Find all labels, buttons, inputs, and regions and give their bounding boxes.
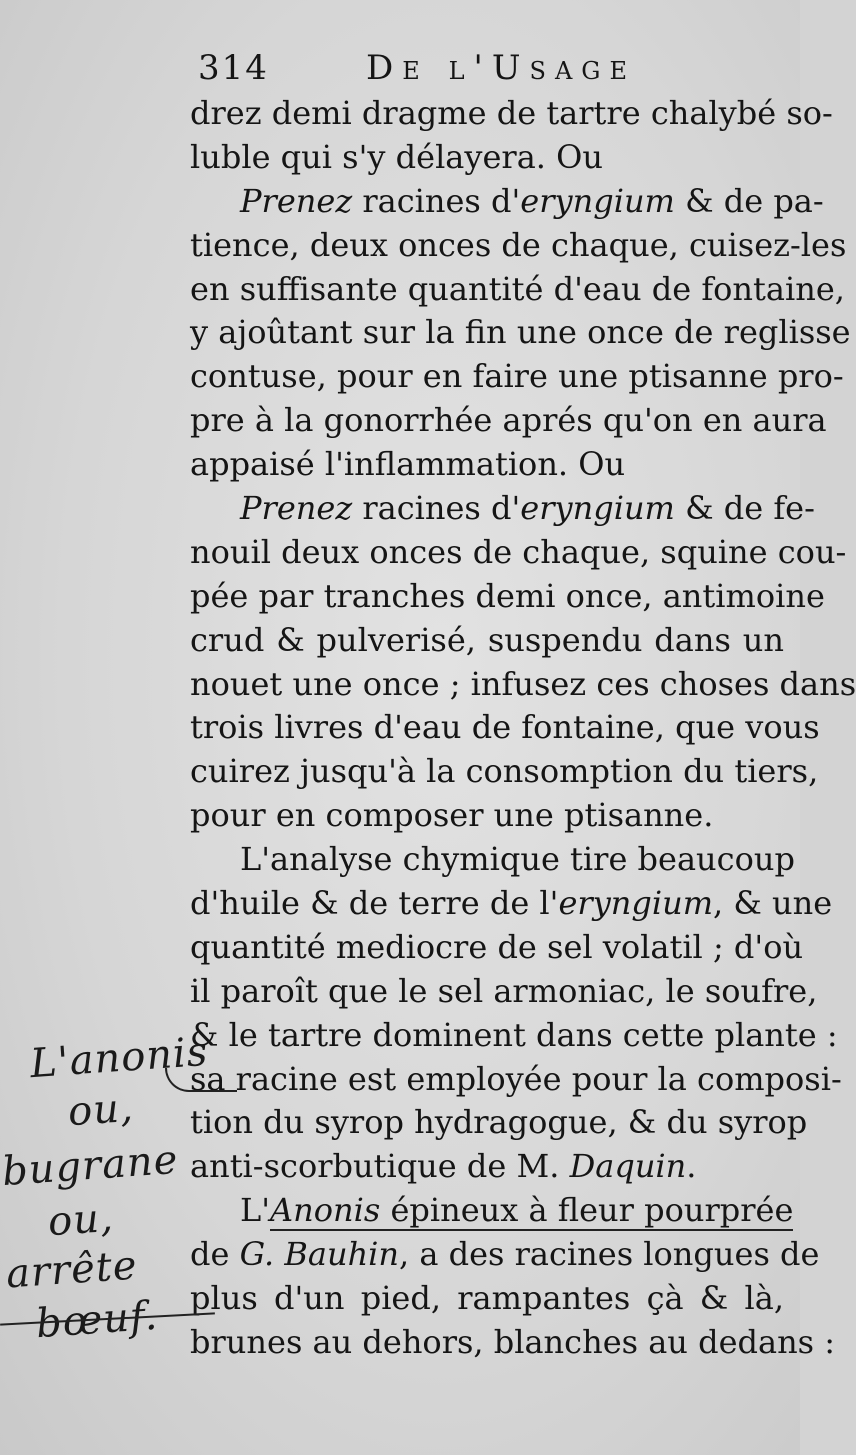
running-head: De l'Usage [366, 48, 636, 88]
text-segment: Anonis [270, 1191, 381, 1230]
text-segment: eryngium [558, 884, 714, 923]
text-segment: Daquin [569, 1147, 687, 1186]
text-line: contuse, pour en faire une ptisanne pro- [190, 357, 844, 396]
text-line: appaisé l'inflammation. Ou [190, 445, 626, 484]
text-segment: d'huile & de terre de l' [190, 884, 559, 923]
text-segment: Prenez [240, 489, 353, 528]
margin-note-line: L'anonis [28, 1028, 210, 1088]
text-segment: , a des racines longues de [399, 1235, 820, 1274]
text-segment: de [190, 1235, 240, 1274]
text-segment: . [686, 1147, 697, 1186]
text-line: cuirez jusqu'à la consomption du tiers, [190, 752, 819, 791]
text-line [190, 487, 815, 531]
text-segment: racines d' [352, 489, 521, 528]
text-segment: & de fe- [674, 489, 815, 528]
text-segment: & de pa- [674, 181, 824, 220]
text-line [190, 882, 833, 926]
text-segment: eryngium [520, 489, 675, 528]
text-line: tience, deux onces de chaque, cuisez-les [190, 225, 847, 264]
text-line: y ajoûtant sur la fin une once de reglisse [190, 313, 851, 352]
text-line: trois livres d'eau de fontaine, que vous [190, 708, 820, 747]
text-segment: épineux à fleur pourprée [380, 1191, 794, 1230]
text-line: plus d'un pied, rampantes çà & là, [190, 1279, 784, 1318]
text-line: en suffisante quantité d'eau de fontaine, [190, 269, 845, 308]
text-segment: Prenez [240, 181, 353, 220]
margin-note-line: bœuf. [34, 1292, 160, 1348]
text-line: & le tartre dominent dans cette plante : [190, 1015, 838, 1054]
text-segment: racines d' [352, 181, 521, 220]
text-line: nouil deux onces de chaque, squine cou- [190, 532, 847, 571]
text-segment: G. Bauhin [239, 1235, 400, 1274]
margin-note-line: ou, [46, 1194, 116, 1246]
text-line: L'analyse chymique tire beaucoup [240, 840, 795, 879]
text-line [190, 180, 824, 224]
margin-note-line: arrête [4, 1242, 139, 1298]
text-line: pour en composer une ptisanne. [190, 796, 714, 835]
text-line: il paroît que le sel armoniac, le soufre, [190, 971, 818, 1010]
text-line: tion du syrop hydragogue, & du syrop [190, 1103, 808, 1142]
text-line: brunes au dehors, blanches au dedans : [190, 1322, 836, 1361]
text-line: pre à la gonorrhée aprés qu'on en aura [190, 401, 827, 440]
text-line [190, 1189, 794, 1233]
text-line: sa racine est employée pour la composi- [190, 1059, 842, 1098]
text-segment: eryngium [520, 181, 675, 220]
margin-note-line: bugrane [0, 1136, 180, 1196]
page-header [198, 48, 758, 94]
text-line [190, 1145, 784, 1189]
handwritten-margin-note [0, 1025, 240, 1348]
page-number: 314 [198, 48, 269, 88]
text-line: drez demi dragme de tartre chalybé so- [190, 94, 833, 132]
text-line [190, 1233, 820, 1277]
text-line: quantité mediocre de sel volatil ; d'où [190, 927, 804, 966]
margin-note-line: ou, [66, 1084, 136, 1136]
text-segment: , & une [713, 884, 833, 923]
text-segment: anti-scorbutique de M. [190, 1147, 570, 1186]
text-line: pée par tranches demi once, antimoine [190, 576, 825, 615]
text-line: luble qui s'y délayera. Ou [190, 137, 603, 176]
text-line: nouet une once ; infusez ces choses dans [190, 664, 856, 703]
text-line: crud & pulverisé, suspendu dans un [190, 620, 784, 659]
body-text [190, 92, 856, 1365]
text-segment: L' [240, 1191, 271, 1230]
